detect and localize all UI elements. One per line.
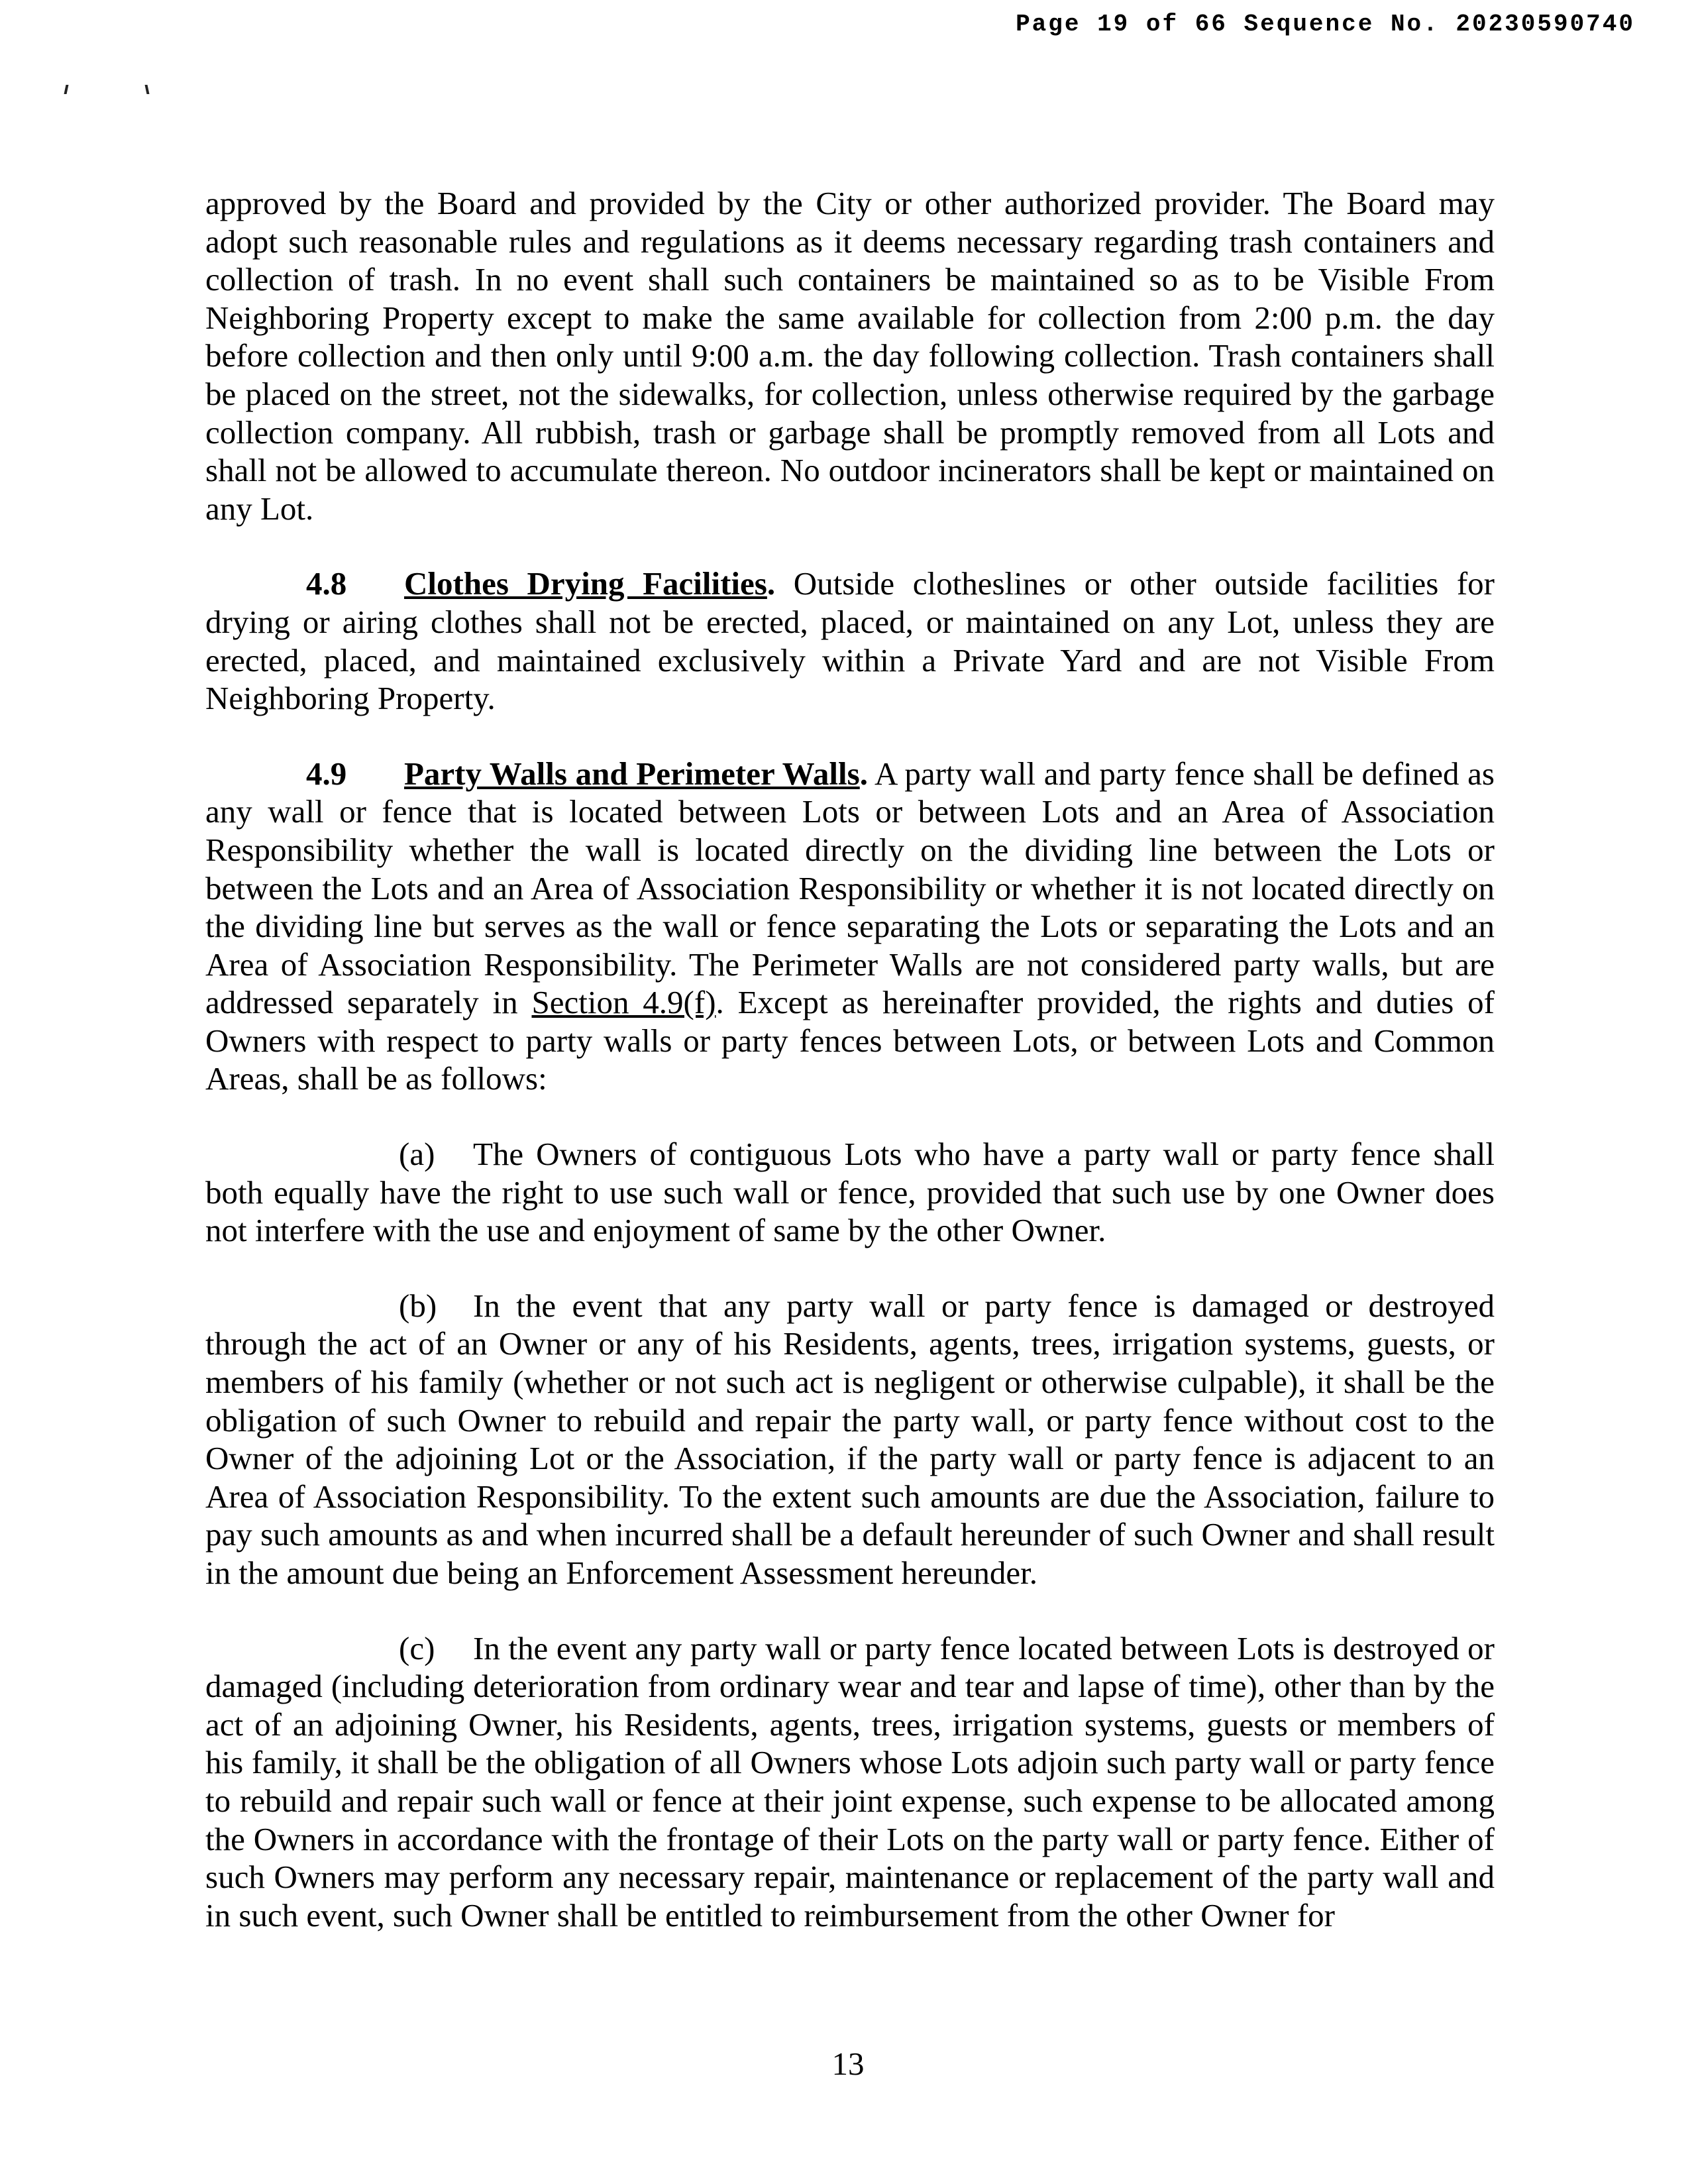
section-title-punct: . — [859, 755, 868, 792]
section-number: 4.8 — [306, 565, 347, 602]
section-title: Clothes Drying Facilities — [404, 565, 767, 602]
subsection-text: The Owners of contiguous Lots who have a party wall or party fence shall both equally have the right to use such wall or fence, provided that such use by one Owner does not interfere with the use and enjoyment of same by the other Owner. — [205, 1136, 1495, 1249]
scan-mark-right — [145, 85, 150, 94]
subsection-label: (a) — [399, 1136, 435, 1173]
subsection-a — [205, 1135, 1495, 1250]
section-4-9 — [205, 755, 1495, 1098]
subsection-label: (b) — [399, 1287, 437, 1324]
section-text: Outside clotheslines or other outside facilities for drying or airing clothes shall not be erected, placed, or maintained on any Lot, unless they are erected, placed, and maintained exclusively within a Private Yard and are not Visible From Neighboring Property. — [205, 565, 1495, 717]
document-body — [205, 184, 1495, 1971]
subsection-text: In the event that any party wall or party fence is damaged or destroyed through the act of an Owner or any of his Residents, agents, trees, irrigation systems, guests, or members of his family (whether or not such act is negligent or otherwise culpable), it shall be the obligation of such Owner to rebuild and repair the party wall, or party fence without cost to the Owner of the adjoining Lot or the Association, if the party wall or party fence is adjacent to an Area of Association Responsibility. To the extent such amounts are due the Association, failure to pay such amounts as and when incurred shall be a default hereunder of such Owner and shall result in the amount due being an Enforcement Assessment hereunder. — [205, 1287, 1495, 1591]
section-4-8 — [205, 565, 1495, 717]
paragraph-trash-continuation: approved by the Board and provided by the City or other authorized provider. The Board may adopt such reasonable rules and regulations as it deems necessary regarding trash containers and collection of trash. In no event shall such containers be maintained so as to be Visible From Neighboring Property except to make the same available for collection from 2:00 p.m. the day before collection and then only until 9:00 a.m. the day following collection. Trash containers shall be placed on the street, not the sidewalks, for collection, unless otherwise required by the garbage collection company. All rubbish, trash or garbage shall be promptly removed from all Lots and shall not be allowed to accumulate thereon. No outdoor incinerators shall be kept or maintained on any Lot. — [205, 185, 1495, 527]
section-cross-reference: Section 4.9(f) — [531, 984, 716, 1021]
page-number: 13 — [831, 2046, 865, 2082]
subsection-label: (c) — [399, 1629, 435, 1666]
subsection-text: In the event any party wall or party fence located between Lots is destroyed or damaged (including deterioration from ordinary wear and tear and lapse of time), other than by the act of an adjoining Owner, his Residents, agents, trees, irrigation systems, guests or members of his family, it shall be the obligation of all Owners whose Lots adjoin such party wall or party fence to rebuild and repair such wall or fence at their joint expense, such expense to be allocated among the Owners in accordance with the frontage of their Lots on the party wall or party fence. Either of such Owners may perform any necessary repair, maintenance or replacement of the party wall and in such event, such Owner shall be entitled to reimbursement from the other Owner for — [205, 1629, 1495, 1934]
section-number: 4.9 — [306, 755, 347, 792]
subsection-b — [205, 1287, 1495, 1592]
subsection-c — [205, 1629, 1495, 1935]
scan-mark-left — [64, 85, 69, 94]
section-text-continued: . Except as hereinafter provided, the rights and duties of Owners with respect to party walls or party fences between Lots, or between Lots and Common Areas, shall be as follows: — [205, 984, 1495, 1097]
section-text: A party wall and party fence shall be defined as any wall or fence that is located between Lots or between Lots and an Area of Association Responsibility whether the wall is located directly on the dividing line between the Lots or between the Lots and an Area of Association Responsibility or whether it is not located directly on the dividing line but serves as the wall or fence separating the Lots or separating the Lots and an Area of Association Responsibility. The Perimeter Walls are not considered party walls, but are addressed separately in — [205, 755, 1495, 1021]
section-title-punct: . — [767, 565, 776, 602]
page-sequence-header: Page 19 of 66 Sequence No. 20230590740 — [1016, 11, 1635, 38]
section-title: Party Walls and Perimeter Walls — [404, 755, 860, 792]
